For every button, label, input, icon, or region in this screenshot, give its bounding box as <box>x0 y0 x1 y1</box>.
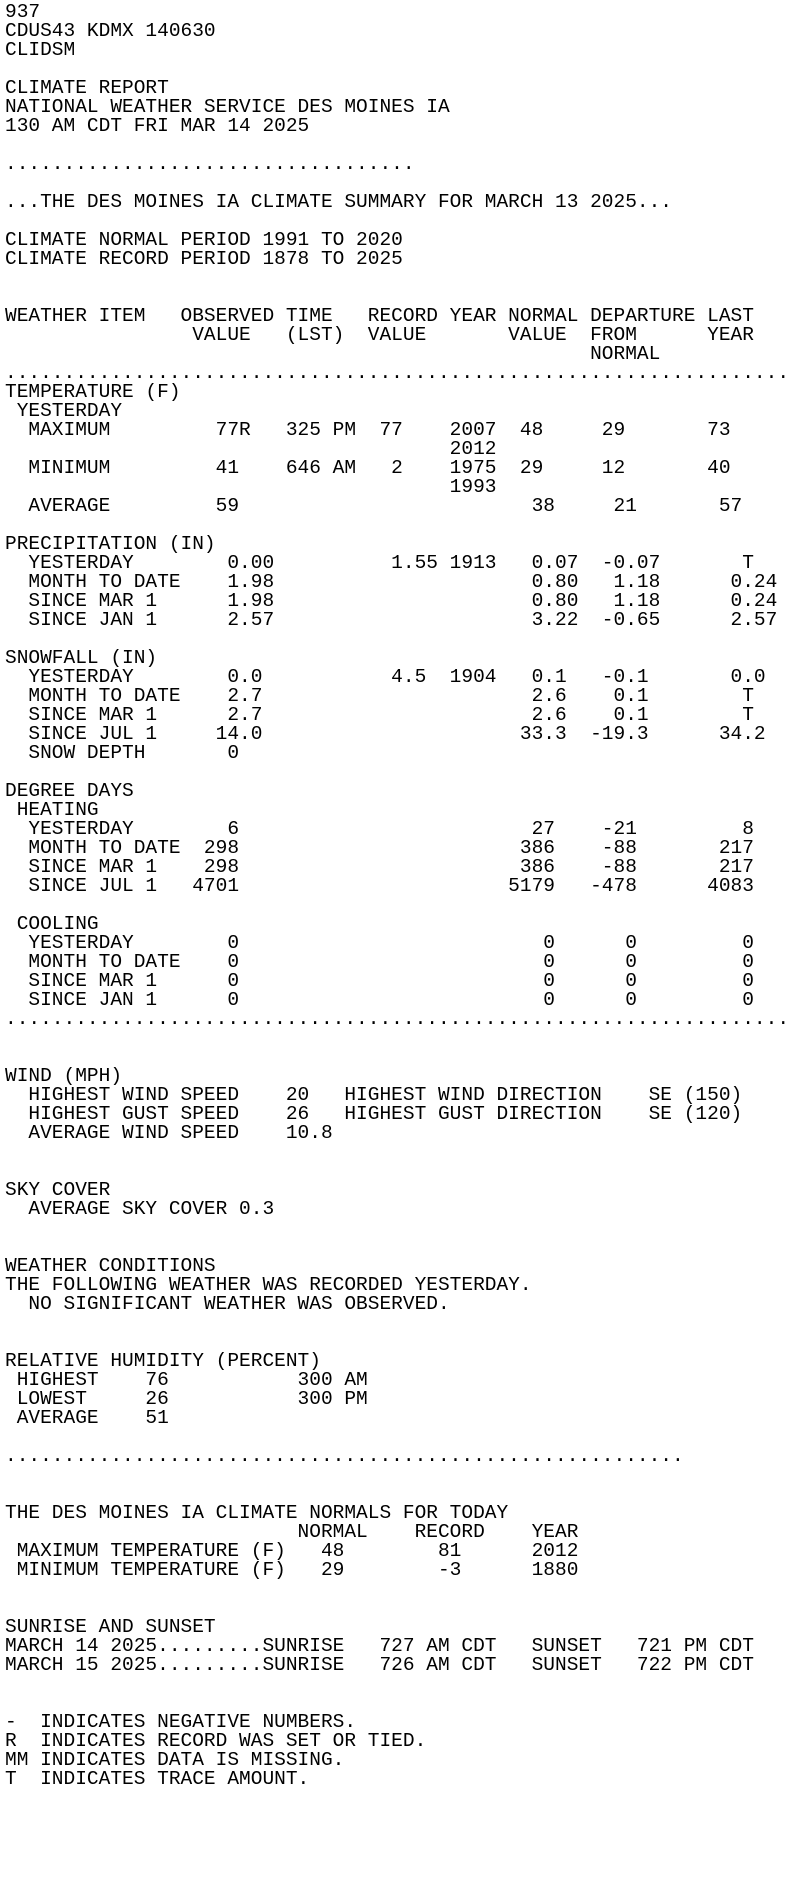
report-line: HEATING <box>5 799 99 821</box>
report-line: NO SIGNIFICANT WEATHER WAS OBSERVED. <box>5 1293 450 1315</box>
report-line: MM INDICATES DATA IS MISSING. <box>5 1749 345 1771</box>
report-line: R INDICATES RECORD WAS SET OR TIED. <box>5 1730 427 1752</box>
report-line: ................................................................... <box>5 362 790 384</box>
report-line: AVERAGE SKY COVER 0.3 <box>5 1198 275 1220</box>
report-line: .......................................................... <box>5 1445 684 1467</box>
report-line <box>5 1314 805 1333</box>
report-line <box>5 1789 805 1808</box>
report-line <box>5 1029 805 1048</box>
report-line: YESTERDAY 0 0 0 0 <box>5 932 754 954</box>
report-line: AVERAGE WIND SPEED 10.8 <box>5 1122 333 1144</box>
report-line: ................................... <box>5 153 415 175</box>
report-line: AVERAGE 51 <box>5 1407 169 1429</box>
report-line <box>5 1827 805 1846</box>
report-line <box>5 1219 805 1238</box>
report-line <box>5 1580 805 1599</box>
report-line: SINCE MAR 1 0 0 0 0 <box>5 970 754 992</box>
report-line: VALUE (LST) VALUE VALUE FROM YEAR <box>5 324 754 346</box>
report-line: MAXIMUM TEMPERATURE (F) 48 81 2012 <box>5 1540 579 1562</box>
report-line: MONTH TO DATE 298 386 -88 217 <box>5 837 754 859</box>
report-line: MONTH TO DATE 2.7 2.6 0.1 T <box>5 685 754 707</box>
report-line: MARCH 14 2025.........SUNRISE 727 AM CDT SUNSET 721 PM CDT <box>5 1635 754 1657</box>
report-line: YESTERDAY 0.00 1.55 1913 0.07 -0.07 T <box>5 552 754 574</box>
report-line: HIGHEST GUST SPEED 26 HIGHEST GUST DIRECTION SE (120) <box>5 1103 743 1125</box>
report-line <box>5 1466 805 1485</box>
report-line: MINIMUM TEMPERATURE (F) 29 -3 1880 <box>5 1559 579 1581</box>
report-line: YESTERDAY 0.0 4.5 1904 0.1 -0.1 0.0 <box>5 666 766 688</box>
report-line <box>5 896 805 915</box>
report-line: YESTERDAY <box>5 400 123 422</box>
report-line: ...THE DES MOINES IA CLIMATE SUMMARY FOR MARCH 13 2025... <box>5 191 673 213</box>
report-line <box>5 1162 805 1181</box>
report-line: SINCE MAR 1 1.98 0.80 1.18 0.24 <box>5 590 778 612</box>
report-line: MONTH TO DATE 0 0 0 0 <box>5 951 754 973</box>
report-line: CLIMATE NORMAL PERIOD 1991 TO 2020 <box>5 229 403 251</box>
report-line: MAXIMUM 77R 325 PM 77 2007 48 29 73 <box>5 419 731 441</box>
report-line: WEATHER CONDITIONS <box>5 1255 216 1277</box>
report-line: SINCE JUL 1 14.0 33.3 -19.3 34.2 <box>5 723 766 745</box>
report-line: PRECIPITATION (IN) <box>5 533 216 555</box>
report-line: SINCE JAN 1 0 0 0 0 <box>5 989 754 1011</box>
report-line <box>5 1143 805 1162</box>
report-line <box>5 1846 805 1865</box>
report-line: SINCE JAN 1 2.57 3.22 -0.65 2.57 <box>5 609 778 631</box>
report-line: CLIDSM <box>5 39 76 61</box>
report-line: SINCE MAR 1 2.7 2.6 0.1 T <box>5 704 754 726</box>
report-line: SUNRISE AND SUNSET <box>5 1616 216 1638</box>
report-line: MONTH TO DATE 1.98 0.80 1.18 0.24 <box>5 571 778 593</box>
report-line: SKY COVER <box>5 1179 111 1201</box>
report-line: COOLING <box>5 913 99 935</box>
report-line: 937 <box>5 1 41 23</box>
report-line: CLIMATE RECORD PERIOD 1878 TO 2025 <box>5 248 403 270</box>
report-line <box>5 1808 805 1827</box>
report-line: DEGREE DAYS <box>5 780 134 802</box>
report-line <box>5 1048 805 1067</box>
climate-report-text <box>5 3 805 1884</box>
report-line: TEMPERATURE (F) <box>5 381 181 403</box>
report-line: T INDICATES TRACE AMOUNT. <box>5 1768 310 1790</box>
report-line: WIND (MPH) <box>5 1065 123 1087</box>
report-line: THE FOLLOWING WEATHER WAS RECORDED YESTERDAY. <box>5 1274 532 1296</box>
report-line: LOWEST 26 300 PM <box>5 1388 368 1410</box>
report-line: 130 AM CDT FRI MAR 14 2025 <box>5 115 310 137</box>
report-line: 1993 <box>5 476 497 498</box>
report-line <box>5 1675 805 1694</box>
report-line: SNOW DEPTH 0 <box>5 742 240 764</box>
report-line: 2012 <box>5 438 497 460</box>
report-line <box>5 269 805 288</box>
report-line: SINCE MAR 1 298 386 -88 217 <box>5 856 754 878</box>
report-line: YESTERDAY 6 27 -21 8 <box>5 818 754 840</box>
report-line <box>5 1865 805 1884</box>
report-line: SINCE JUL 1 4701 5179 -478 4083 <box>5 875 754 897</box>
report-line: HIGHEST 76 300 AM <box>5 1369 368 1391</box>
report-line: MINIMUM 41 646 AM 2 1975 29 12 40 <box>5 457 731 479</box>
report-line: NATIONAL WEATHER SERVICE DES MOINES IA <box>5 96 450 118</box>
report-line: WEATHER ITEM OBSERVED TIME RECORD YEAR NORMAL DEPARTURE LAST <box>5 305 754 327</box>
report-line: SNOWFALL (IN) <box>5 647 158 669</box>
report-line: CLIMATE REPORT <box>5 77 169 99</box>
report-line: NORMAL RECORD YEAR <box>5 1521 579 1543</box>
report-line: NORMAL <box>5 343 661 365</box>
report-line: ................................................................... <box>5 1008 790 1030</box>
report-line: CDUS43 KDMX 140630 <box>5 20 216 42</box>
report-line: AVERAGE 59 38 21 57 <box>5 495 743 517</box>
report-line: THE DES MOINES IA CLIMATE NORMALS FOR TODAY <box>5 1502 509 1524</box>
report-line: MARCH 15 2025.........SUNRISE 726 AM CDT SUNSET 722 PM CDT <box>5 1654 754 1676</box>
report-line: HIGHEST WIND SPEED 20 HIGHEST WIND DIRECTION SE (150) <box>5 1084 743 1106</box>
report-line: RELATIVE HUMIDITY (PERCENT) <box>5 1350 321 1372</box>
report-line: - INDICATES NEGATIVE NUMBERS. <box>5 1711 357 1733</box>
